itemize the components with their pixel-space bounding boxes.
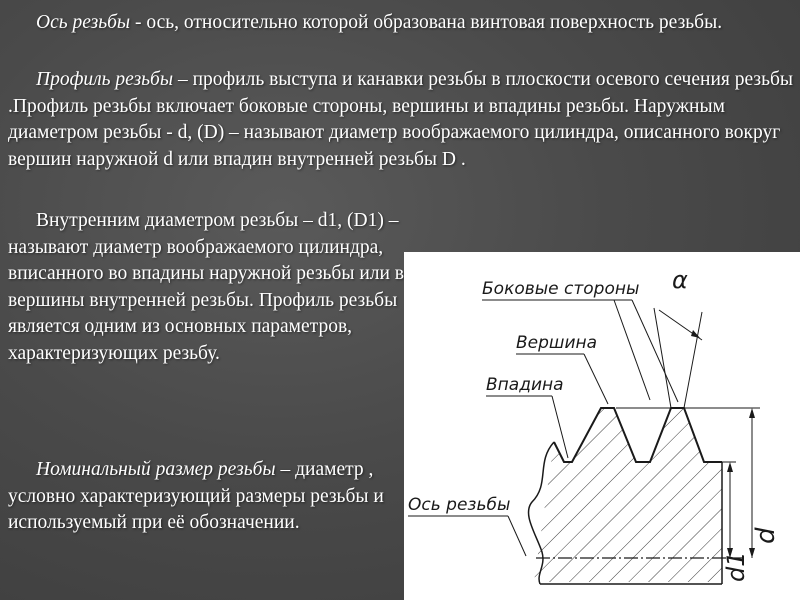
flank-extension-left: [654, 308, 671, 408]
thread-profile-svg: [404, 252, 800, 600]
flank-extension-right: [684, 312, 702, 408]
label-d1: d1: [722, 551, 750, 582]
profile-definition-text: – профиль выступа и канавки резьбы в плоскости осевого сечения резьбы .Профиль резьбы включает боковые стороны, вершины и впадины резьбы. Наружным диаметром резьбы - d, (D) – называют диаметр воображаемого цилиндра, описанного вокруг вершин наружной d или впадин внутренней резьбы D .: [8, 69, 793, 170]
leader-axis: [508, 516, 526, 556]
thread-body: [524, 392, 734, 592]
nominal-size-paragraph: [8, 457, 408, 537]
label-root: Впадина: [486, 375, 564, 395]
leader-sides-1: [614, 300, 650, 400]
nominal-term: Номинальный размер резьбы: [36, 459, 276, 480]
profile-definition-paragraph: [8, 67, 798, 173]
leader-crest: [584, 354, 608, 404]
label-axis: Ось резьбы: [408, 495, 511, 515]
axis-definition-text: - ось, относительно которой образована винтовая поверхность резьбы.: [130, 12, 723, 33]
axis-term: Ось резьбы: [36, 12, 131, 33]
label-axis-group: [408, 495, 526, 556]
nominal-definition-text: – диаметр , условно характеризующий размеры резьбы и используемый при её обозначении.: [8, 459, 384, 533]
thread-profile-diagram: [404, 252, 800, 600]
label-crest: Вершина: [516, 333, 598, 353]
label-sides: Боковые стороны: [482, 279, 640, 299]
inner-diameter-text: Внутренним диаметром резьбы – d1, (D1) – называют диаметр воображаемого цилиндра, вписанного во впадины наружной резьбы или в вершины внутренней резьбы. Профиль резьбы является одним из основных параметров, характеризующих резьбу.: [8, 210, 405, 364]
inner-diameter-paragraph: [8, 208, 408, 367]
profile-term: Профиль резьбы: [36, 69, 174, 90]
axis-definition-paragraph: [8, 10, 798, 37]
label-alpha: α: [672, 266, 688, 294]
label-d: d: [751, 527, 781, 544]
